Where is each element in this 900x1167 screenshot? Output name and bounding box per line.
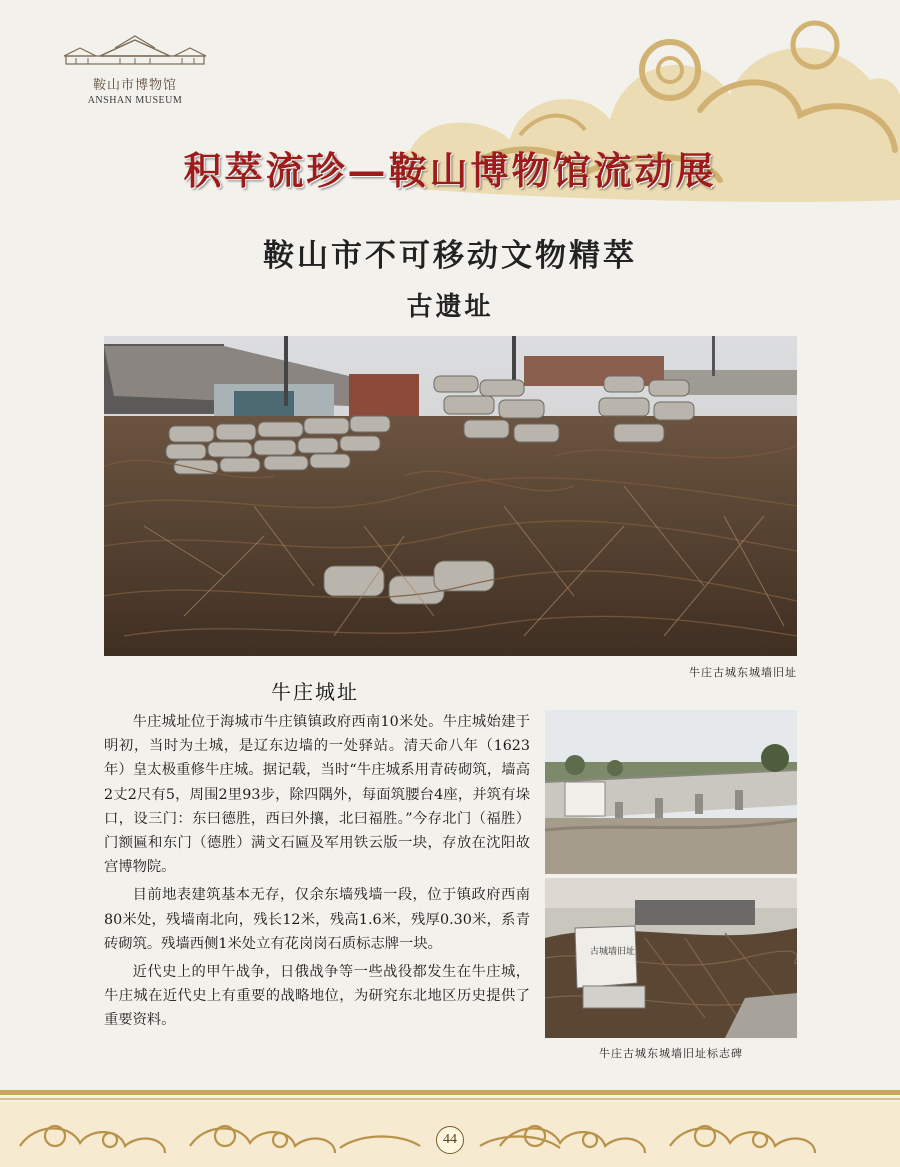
bridge-photo bbox=[545, 710, 797, 874]
article-paragraph: 近代史上的甲午战争，日俄战争等一些战役都发生在牛庄城，牛庄城在近代史上有重要的战略地位，为研究东北地区历史提供了重要资料。 bbox=[104, 964, 530, 1029]
section-heading: 牛庄城址 bbox=[271, 680, 359, 704]
exhibition-banner: 积萃流珍—鞍山博物馆流动展 bbox=[183, 148, 717, 193]
article-paragraph: 牛庄城址位于海城市牛庄镇镇政府西南10米处。牛庄城始建于明初，当时为土城，是辽东边墙的一处驿站。清天命八年（1623年）皇太极重修牛庄城。据记载，当时“牛庄城系用青砖砌筑，墙高2丈2尺有5，周围2里93步，除四隅外，每面筑腰台4座，并筑有垛口，设三门：东曰德胜，西曰外攘，北曰福胜。”今存北门（福胜）门额匾和东门（德胜）满文石匾及军用铁云版一块，存放在沈阳故宫博物院。 bbox=[104, 714, 530, 876]
article-body bbox=[104, 710, 530, 1037]
marker-sign-text: 古城墙旧址 bbox=[590, 947, 636, 957]
museum-name-en: ANSHAN MUSEUM bbox=[87, 95, 183, 106]
main-photo-caption: 牛庄古城东城墙旧址 bbox=[689, 666, 797, 679]
marker-photo-caption: 牛庄古城东城墙旧址标志碑 bbox=[599, 1047, 743, 1060]
east-wall-ruins-photo bbox=[104, 336, 797, 656]
museum-logo bbox=[55, 34, 215, 106]
page-subtitle: 古遗址 bbox=[406, 292, 494, 322]
article-paragraph: 目前地表建筑基本无存，仅余东墙残墙一段，位于镇政府西南80米处，残墙南北向，残长12米，残高1.6米，残厚0.30米，系青砖砌筑。残墙西侧1米处立有花岗岗石质标志牌一块。 bbox=[104, 887, 530, 952]
marker-stone-photo bbox=[545, 878, 797, 1038]
page-number: 44 bbox=[436, 1126, 464, 1154]
museum-building-icon bbox=[60, 34, 210, 68]
page-title: 鞍山市不可移动文物精萃 bbox=[263, 238, 637, 274]
museum-name-cn: 鞍山市博物馆 bbox=[92, 78, 177, 93]
